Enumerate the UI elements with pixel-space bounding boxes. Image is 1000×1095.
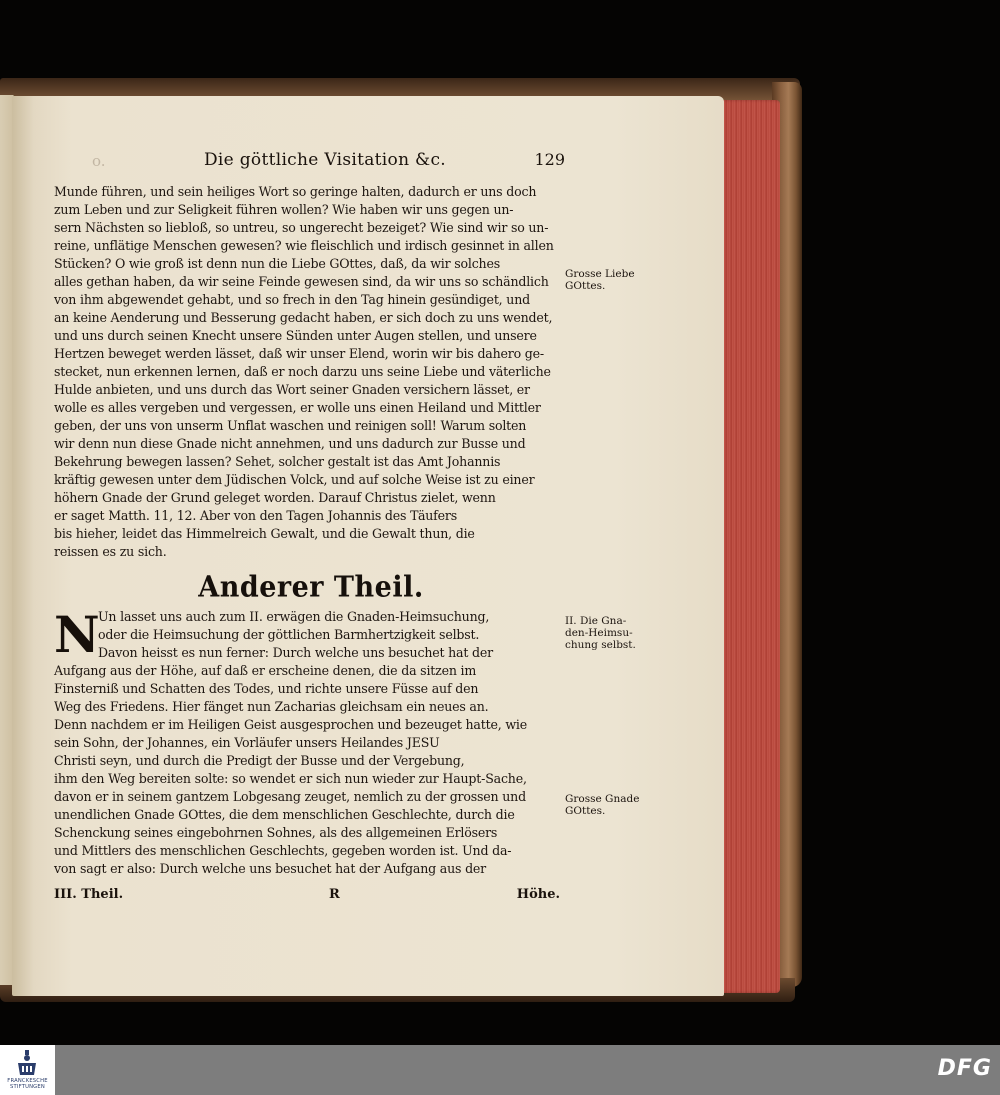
margin-note-line: II. Die Gna-: [565, 615, 627, 627]
text-line: bis hieher, leidet das Himmelreich Gewalt, und die Gewalt thun, die: [54, 526, 475, 541]
margin-note-line: Grosse Gnade: [565, 793, 640, 805]
text-line: und Mittlers des menschlichen Geschlechts, gegeben worden ist. Und da-: [54, 843, 512, 858]
text-line: wolle es alles vergeben und vergessen, er wolle uns einen Heiland und Mittler: [54, 400, 541, 415]
drop-cap: N: [54, 605, 100, 664]
signature-mark: R: [329, 887, 340, 902]
paragraph-2: [54, 605, 564, 878]
text-line: sein Sohn, der Johannes, ein Vorläufer unsers Heilandes JESU: [54, 735, 440, 750]
catchword: Höhe.: [516, 887, 560, 902]
margin-note-grosse-gnade: [565, 793, 645, 817]
text-line: und uns durch seinen Knecht unsere Sünden unter Augen stellen, und unsere: [54, 328, 537, 343]
text-line: reine, unflätige Menschen gewesen? wie fleischlich und irdisch gesinnet in allen: [54, 238, 554, 253]
text-line: Stücken? O wie groß ist denn nun die Liebe GOttes, daß, da wir solches: [54, 256, 500, 271]
text-line: Davon heisst es nun ferner: Durch welche uns besuchet hat der: [98, 645, 493, 660]
text-line: Denn nachdem er im Heiligen Geist ausgesprochen und bezeuget hatte, wie: [54, 717, 527, 732]
logo-text-line: STIFTUNGEN: [10, 1084, 45, 1090]
text-line: Un lasset uns auch zum II. erwägen die Gnaden-Heimsuchung,: [98, 609, 490, 624]
page-footer: [54, 887, 564, 907]
text-line: geben, der uns von unserm Unflat waschen und reinigen soll! Warum solten: [54, 418, 527, 433]
running-title: Die göttliche Visitation &c.: [204, 150, 446, 170]
logo-text: [2, 1078, 53, 1090]
text-line: davon er in seinem gantzem Lobgesang zeuget, nemlich zu der grossen und: [54, 789, 526, 804]
margin-note-line: chung selbst.: [565, 639, 636, 651]
text-line: sern Nächsten so liebloß, so untreu, so ungerecht bezeiget? Wie sind wir so un-: [54, 220, 549, 235]
text-line: Bekehrung bewegen lassen? Sehet, solcher gestalt ist das Amt Johannis: [54, 454, 501, 469]
text-line: reissen es zu sich.: [54, 544, 167, 559]
bleed-through-text: o.: [92, 152, 106, 170]
text-line: unendlichen Gnade GOttes, die dem menschlichen Geschlechte, durch die: [54, 807, 515, 822]
text-line: an keine Aenderung und Besserung gedacht haben, er sich doch zu uns wendet,: [54, 310, 553, 325]
text-line: Munde führen, und sein heiliges Wort so geringe halten, dadurch er uns doch: [54, 184, 537, 199]
text-line: von sagt er also: Durch welche uns besuchet hat der Aufgang aus der: [54, 861, 486, 876]
text-line: Schenckung seines eingebohrnen Sohnes, als des allgemeinen Erlösers: [54, 825, 498, 840]
text-line: wir denn nun diese Gnade nicht annehmen, und uns dadurch zur Busse und: [54, 436, 526, 451]
text-line: er saget Matth. 11, 12. Aber von den Tagen Johannis des Täufers: [54, 508, 457, 523]
text-line: oder die Heimsuchung der göttlichen Barmhertzigkeit selbst.: [98, 627, 480, 642]
text-line: Christi seyn, und durch die Predigt der Busse und der Vergebung,: [54, 753, 465, 768]
signature-label: III. Theil.: [54, 887, 124, 902]
page-number: 129: [534, 150, 565, 169]
logo-text-line: FRANCKESCHE: [7, 1078, 48, 1084]
text-line: kräftig gewesen unter dem Jüdischen Volck, und auf solche Weise ist zu einer: [54, 472, 535, 487]
page-header: [52, 150, 567, 178]
text-line: Finsterniß und Schatten des Todes, und richte unsere Füsse auf den: [54, 681, 479, 696]
text-line: von ihm abgewendet gehabt, und so frech in den Tag hinein gesündiget, und: [54, 292, 530, 307]
text-line: zum Leben und zur Seligkeit führen wollen? Wie haben wir uns gegen un-: [54, 202, 514, 217]
margin-note-line: den-Heimsu-: [565, 627, 633, 639]
margin-note-line: Grosse Liebe: [565, 268, 635, 280]
text-line: alles gethan haben, da wir seine Feinde gewesen sind, da wir uns so schändlich: [54, 274, 549, 289]
margin-note-gnaden-heimsuchung: [565, 615, 645, 651]
text-line: Weg des Friedens. Hier fänget nun Zacharias gleichsam ein neues an.: [54, 699, 489, 714]
text-line: höhern Gnade der Grund geleget worden. Darauf Christus zielet, wenn: [54, 490, 496, 505]
dfg-logo[interactable]: DFG: [937, 1056, 992, 1081]
margin-note-grosse-liebe: [565, 268, 645, 292]
red-page-edges: [718, 100, 780, 993]
paragraph-1: [54, 183, 564, 561]
text-line: ihm den Weg bereiten solte: so wendet er sich nun wieder zur Haupt-Sache,: [54, 771, 527, 786]
text-line: Aufgang aus der Höhe, auf daß er erscheine denen, die da sitzen im: [54, 663, 477, 678]
franckesche-logo[interactable]: [0, 1045, 55, 1095]
section-heading: [0, 572, 712, 603]
text-line: Hulde anbieten, und uns durch das Wort seiner Gnaden versichern lässet, er: [54, 382, 530, 397]
margin-note-line: GOttes.: [565, 805, 606, 817]
margin-note-line: GOttes.: [565, 280, 606, 292]
institution-building-icon: [14, 1049, 40, 1077]
text-line: stecket, nun erkennen lernen, daß er noch darzu uns seine Liebe und väterliche: [54, 364, 551, 379]
bottom-bar: [0, 1045, 1000, 1095]
section-heading-text: Anderer Theil.: [198, 570, 424, 605]
text-line: Hertzen beweget werden lässet, daß wir unser Elend, worin wir bis dahero ge-: [54, 346, 544, 361]
